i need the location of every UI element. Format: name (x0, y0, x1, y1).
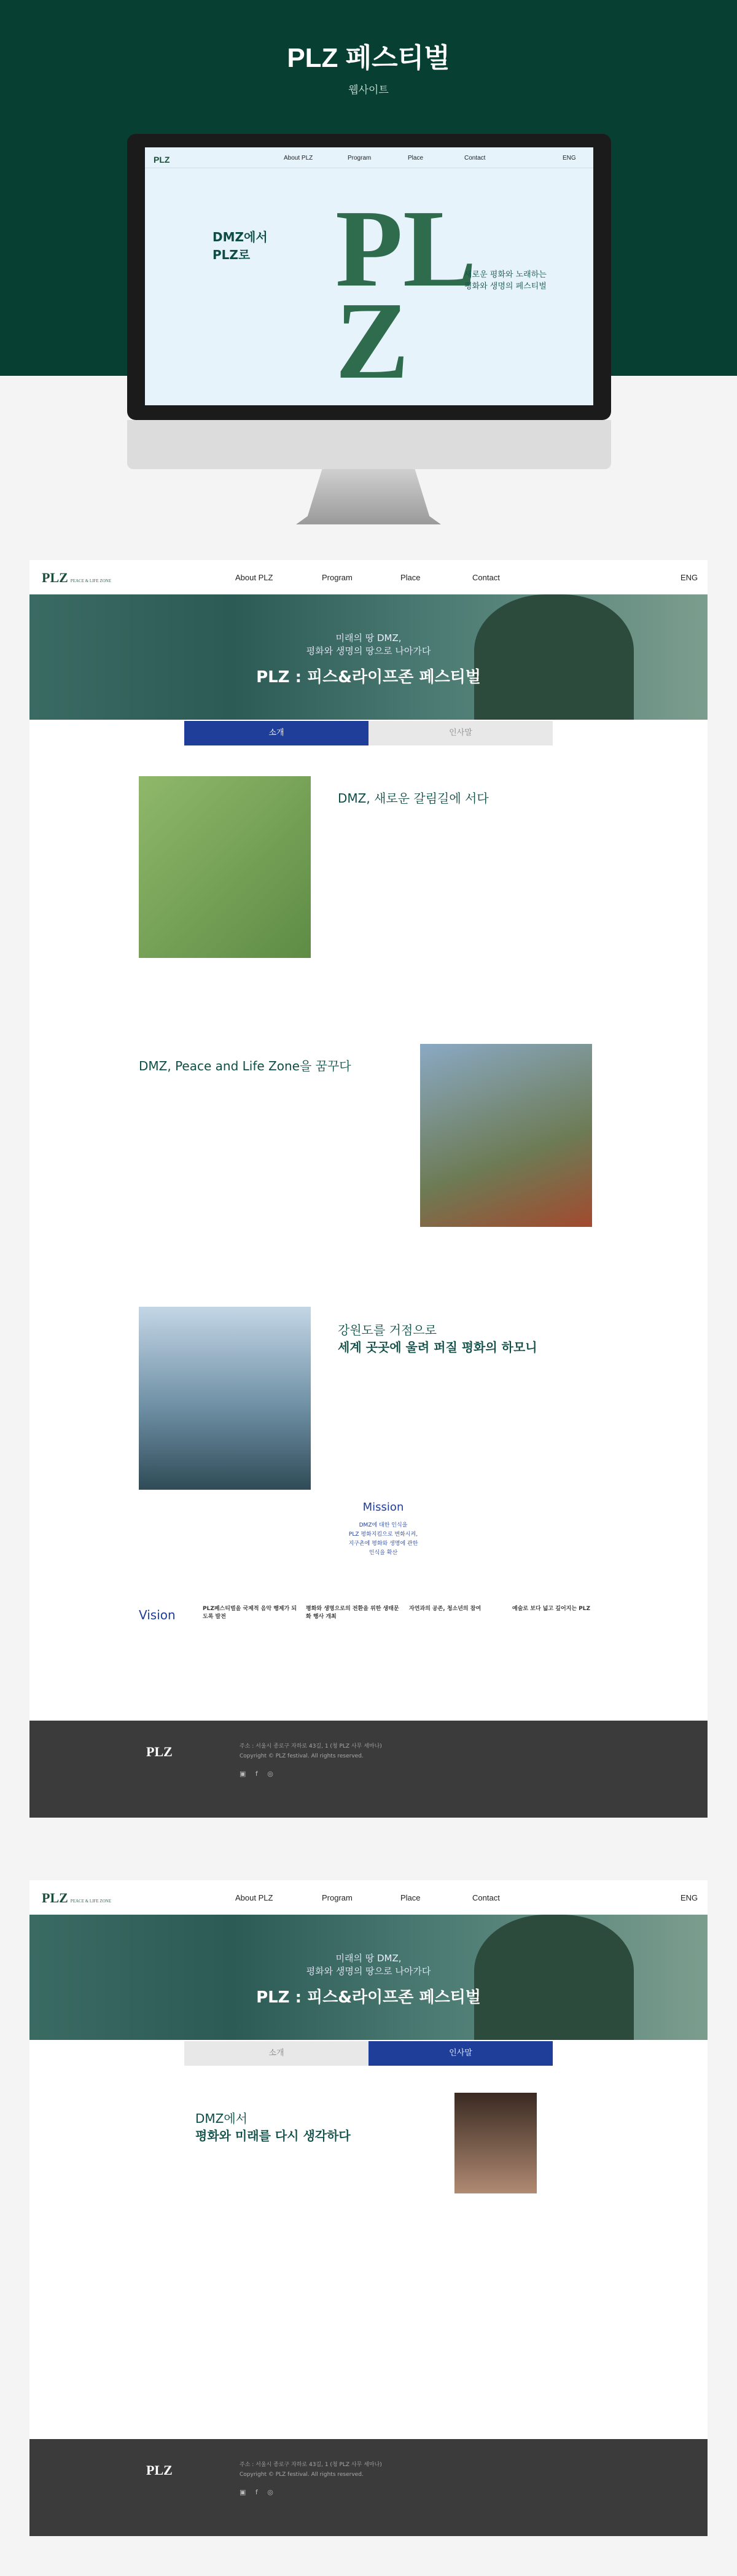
nav-about[interactable]: About PLZ (235, 573, 273, 582)
greeting-title-b: 평화와 미래를 다시 생각하다 (195, 2128, 351, 2143)
forest-image (139, 776, 311, 958)
section-title-3b: 세계 곳곳에 울려 퍼질 평화의 하모니 (338, 1340, 537, 1355)
tab-bar (184, 721, 553, 745)
footer-address-2: 주소 : 서울시 종로구 자하로 43길, 1 (청 PLZ 사무 세마나) (240, 2462, 382, 2468)
nav-place-2[interactable]: Place (400, 1893, 421, 1902)
footer-copyright: Copyright © PLZ festival. All rights reserved. (240, 1753, 364, 1759)
footer-address: 주소 : 서울시 종로구 자하로 43길, 1 (청 PLZ 사무 세마나) (240, 1743, 382, 1749)
vision-item-1: PLZ페스티벌을 국제적 음악 행제가 되도록 발전 (203, 1606, 297, 1620)
mockup-headline: DMZ에서 PLZ로 (213, 230, 268, 262)
banner-title-2: PLZ : 피스&라이프존 페스티벌 (256, 1988, 481, 2007)
mockup-screen (145, 147, 593, 405)
tab-intro-2[interactable]: 소개 (184, 2041, 368, 2066)
mockup-logo: PLZ (154, 155, 170, 165)
social-icons-2[interactable]: ▣ f ◎ (240, 2488, 277, 2496)
footer-2 (29, 2439, 708, 2536)
logo[interactable]: PLZ PEACE & LIFE ZONE (42, 570, 112, 585)
section-title-3a: 강원도를 거점으로 (338, 1323, 437, 1337)
footer-copyright-2: Copyright © PLZ festival. All rights reserved. (240, 2472, 364, 2478)
vision-item-3: 자연과의 공존, 청소년의 참여 (409, 1606, 482, 1612)
vision-title: Vision (139, 1608, 176, 1622)
tab-bar-2 (184, 2041, 553, 2066)
banner-line1: 미래의 땅 DMZ, 평화와 생명의 땅으로 나아가다 (306, 632, 431, 656)
section-title-1: DMZ, 새로운 갈림길에 서다 (338, 791, 489, 806)
banner-line1-2: 미래의 땅 DMZ, 평화와 생명의 땅으로 나아가다 (306, 1953, 431, 1977)
director-photo (454, 2093, 537, 2193)
lake-image (139, 1307, 311, 1490)
mission-title: Mission (362, 1501, 404, 1514)
footer-info (240, 1741, 382, 1761)
top-nav (29, 560, 708, 594)
lang-toggle[interactable]: ENG (680, 573, 698, 582)
tab-greeting-2[interactable]: 인사말 (368, 2041, 553, 2066)
mockup-tagline: 새로운 평화와 노래하는 평화와 생명의 페스티벌 (464, 270, 547, 291)
mission-circle (322, 1468, 445, 1590)
tab-intro[interactable]: 소개 (184, 721, 368, 745)
hero-title: PLZ 페스티벌 (287, 43, 450, 73)
nav-place[interactable]: Place (400, 573, 421, 582)
mockup-nav-contact[interactable]: Contact (464, 155, 486, 161)
section-title-2: DMZ, Peace and Life Zone을 꿈꾸다 (139, 1059, 351, 1073)
social-icons[interactable]: ▣ f ◎ (240, 1770, 277, 1778)
page-about-intro (29, 560, 708, 1818)
footer-logo: PLZ (146, 1744, 173, 1759)
nav-about-2[interactable]: About PLZ (235, 1893, 273, 1902)
mockup-nav-about[interactable]: About PLZ (284, 155, 313, 161)
page-banner (29, 594, 708, 720)
lang-toggle-2[interactable]: ENG (680, 1893, 698, 1902)
nav-program-2[interactable]: Program (322, 1893, 353, 1902)
hero-subtitle: 웹사이트 (348, 84, 389, 96)
vision-item-4: 예술로 보다 넓고 깊어지는 PLZ (512, 1606, 591, 1612)
logo-2[interactable]: PLZ PEACE & LIFE ZONE (42, 1890, 112, 1905)
mountain-image (474, 594, 634, 720)
footer (29, 1721, 708, 1818)
footer-info-2 (240, 2460, 382, 2480)
banner-title: PLZ : 피스&라이프존 페스티벌 (256, 668, 481, 687)
mockup-nav (145, 147, 593, 168)
monitor-chin (127, 420, 611, 469)
mountain-image-2 (474, 1915, 634, 2040)
mockup-nav-place[interactable]: Place (408, 155, 424, 161)
greeting-title-a: DMZ에서 (195, 2111, 248, 2126)
plz-letter-graphic: PL Z (335, 187, 477, 402)
nav-contact-2[interactable]: Contact (472, 1893, 500, 1902)
page-about-greeting (29, 1880, 708, 2536)
monitor-stand (296, 469, 441, 524)
mission-text: DMZ에 대한 인식을 PLZ 평화지킴으로 변화시켜, 지구촌에 평화와 생명에 관한 인식을 확산 (348, 1522, 418, 1556)
top-nav-2 (29, 1880, 708, 1915)
mockup-lang[interactable]: ENG (563, 155, 576, 161)
tab-greeting[interactable]: 인사말 (368, 721, 553, 745)
footer-logo-2: PLZ (146, 2462, 173, 2478)
page-banner-2 (29, 1915, 708, 2040)
mockup-nav-program[interactable]: Program (348, 155, 372, 161)
vision-item-2: 평화와 생명으로의 전환을 위한 생태문화 행사 개최 (306, 1606, 399, 1620)
nav-contact[interactable]: Contact (472, 573, 500, 582)
nav-program[interactable]: Program (322, 573, 353, 582)
mountain-autumn-image (420, 1044, 592, 1227)
